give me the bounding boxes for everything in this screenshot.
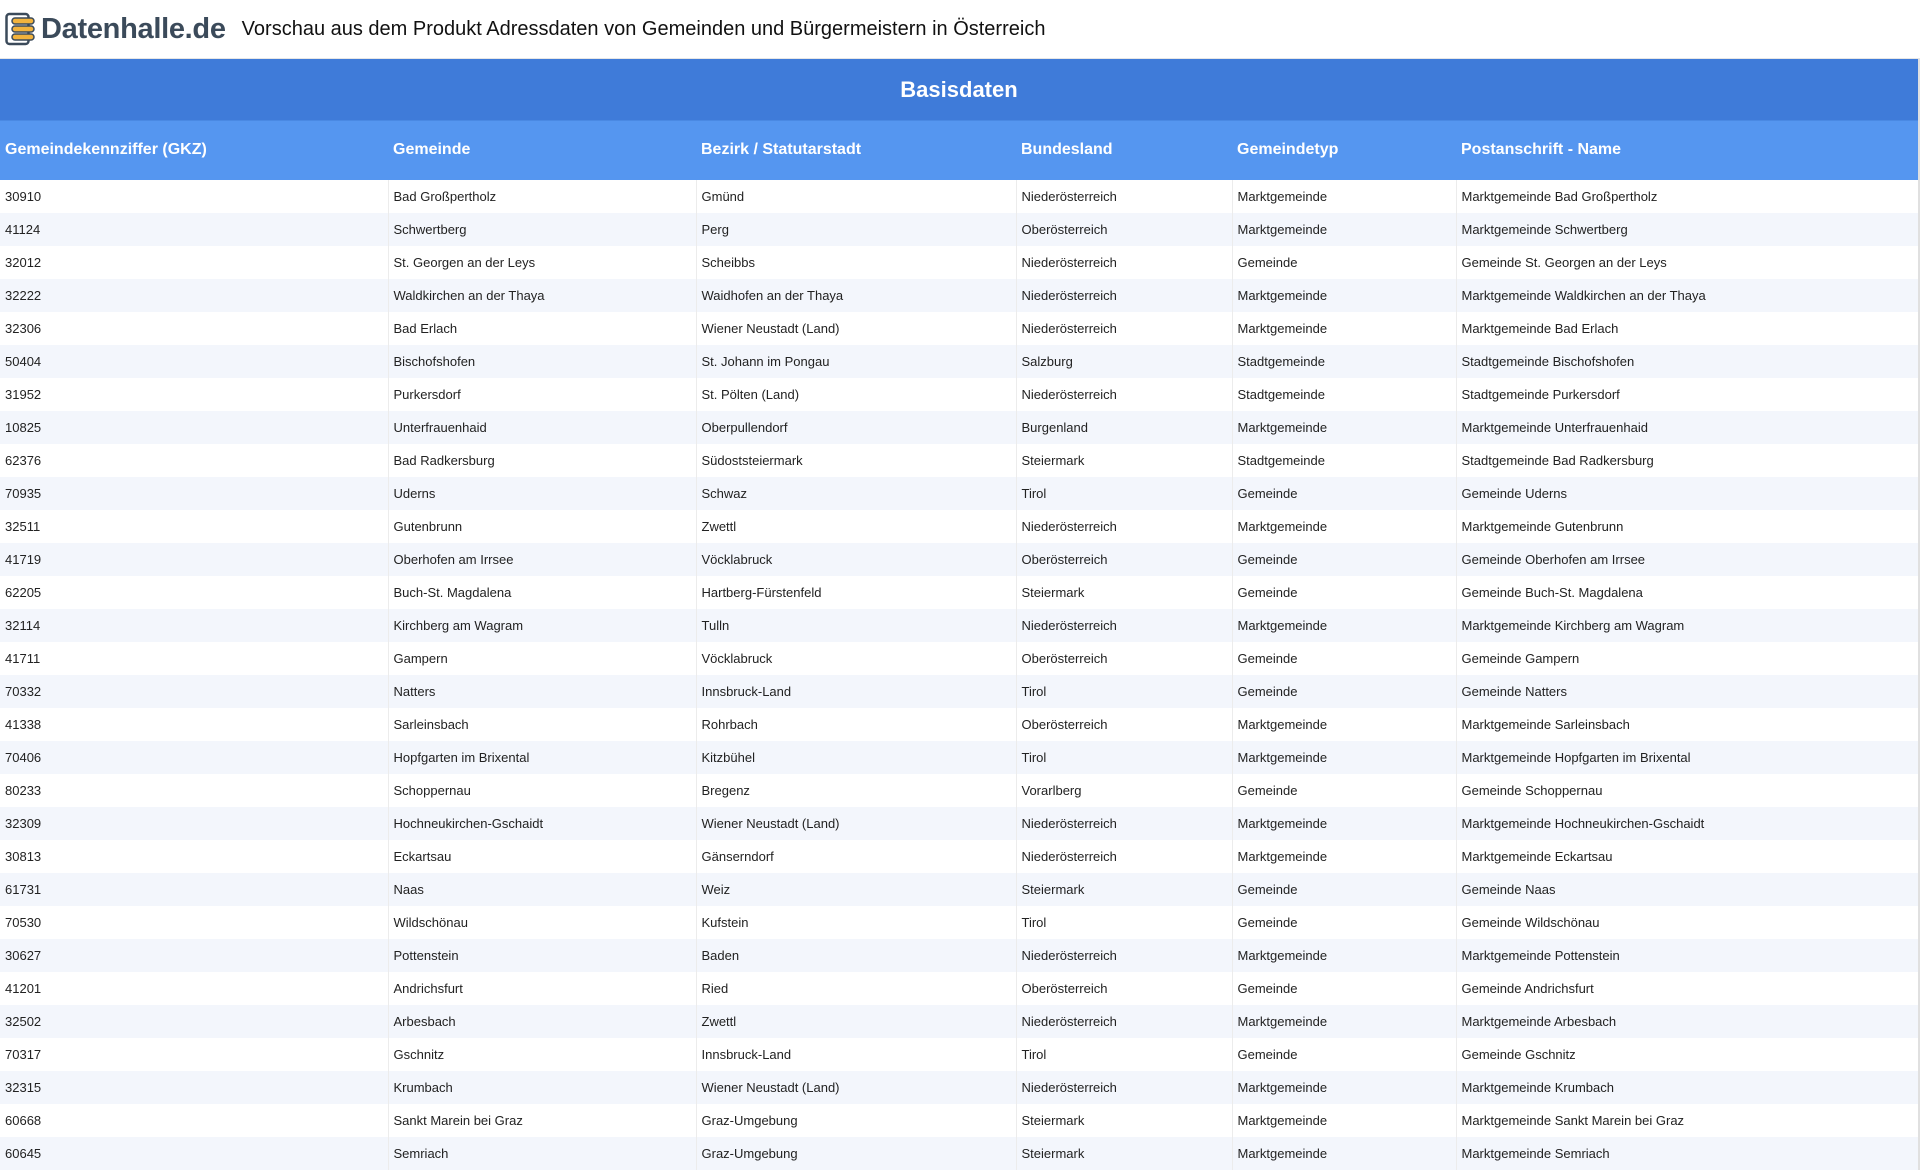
table-row	[0, 1104, 1918, 1137]
cell-postanschrift-name: Marktgemeinde Gutenbrunn	[1456, 510, 1918, 543]
cell-postanschrift-name: Marktgemeinde Semriach	[1456, 1137, 1918, 1170]
cell-postanschrift-name: Marktgemeinde Sankt Marein bei Graz	[1456, 1104, 1918, 1137]
table-row	[0, 1071, 1918, 1104]
content	[0, 59, 1920, 1170]
cell-bezirk: Gmünd	[696, 180, 1016, 213]
cell-bezirk: Kufstein	[696, 906, 1016, 939]
cell-bezirk: Vöcklabruck	[696, 642, 1016, 675]
cell-postanschrift-name: Marktgemeinde Bad Erlach	[1456, 312, 1918, 345]
table-row	[0, 642, 1918, 675]
cell-bundesland: Niederösterreich	[1016, 246, 1232, 279]
cell-gemeindetyp: Marktgemeinde	[1232, 213, 1456, 246]
table-row	[0, 675, 1918, 708]
cell-gemeindetyp: Marktgemeinde	[1232, 807, 1456, 840]
cell-bezirk: Baden	[696, 939, 1016, 972]
cell-gkz: 80233	[0, 774, 388, 807]
cell-gemeindetyp: Gemeinde	[1232, 906, 1456, 939]
table-row	[0, 708, 1918, 741]
cell-gemeinde: Natters	[388, 675, 696, 708]
cell-bundesland: Niederösterreich	[1016, 609, 1232, 642]
table-row	[0, 609, 1918, 642]
cell-gkz: 30910	[0, 180, 388, 213]
cell-bundesland: Tirol	[1016, 675, 1232, 708]
cell-gemeindetyp: Marktgemeinde	[1232, 1104, 1456, 1137]
cell-gemeinde: Bad Großpertholz	[388, 180, 696, 213]
database-icon	[5, 11, 37, 47]
table-row	[0, 411, 1918, 444]
cell-postanschrift-name: Gemeinde Schoppernau	[1456, 774, 1918, 807]
cell-gemeinde: Gutenbrunn	[388, 510, 696, 543]
cell-gkz: 70317	[0, 1038, 388, 1071]
table-row	[0, 576, 1918, 609]
cell-bezirk: Graz-Umgebung	[696, 1104, 1016, 1137]
cell-gemeindetyp: Marktgemeinde	[1232, 1137, 1456, 1170]
cell-bundesland: Niederösterreich	[1016, 279, 1232, 312]
cell-bezirk: Oberpullendorf	[696, 411, 1016, 444]
cell-bezirk: Schwaz	[696, 477, 1016, 510]
cell-gkz: 70406	[0, 741, 388, 774]
cell-gemeinde: Hopfgarten im Brixental	[388, 741, 696, 774]
cell-gemeinde: Uderns	[388, 477, 696, 510]
cell-gkz: 30813	[0, 840, 388, 873]
table-row	[0, 1038, 1918, 1071]
cell-postanschrift-name: Gemeinde Gampern	[1456, 642, 1918, 675]
cell-bundesland: Niederösterreich	[1016, 180, 1232, 213]
cell-bezirk: Waidhofen an der Thaya	[696, 279, 1016, 312]
cell-bundesland: Oberösterreich	[1016, 543, 1232, 576]
cell-postanschrift-name: Stadtgemeinde Bischofshofen	[1456, 345, 1918, 378]
table-row	[0, 906, 1918, 939]
cell-gemeinde: Unterfrauenhaid	[388, 411, 696, 444]
cell-bundesland: Salzburg	[1016, 345, 1232, 378]
cell-bezirk: Innsbruck-Land	[696, 1038, 1016, 1071]
cell-gkz: 50404	[0, 345, 388, 378]
cell-gemeinde: Oberhofen am Irrsee	[388, 543, 696, 576]
cell-bezirk: St. Pölten (Land)	[696, 378, 1016, 411]
cell-bundesland: Niederösterreich	[1016, 807, 1232, 840]
cell-bundesland: Burgenland	[1016, 411, 1232, 444]
cell-bundesland: Oberösterreich	[1016, 708, 1232, 741]
cell-bezirk: St. Johann im Pongau	[696, 345, 1016, 378]
table-row	[0, 180, 1918, 213]
cell-gemeinde: Purkersdorf	[388, 378, 696, 411]
cell-gkz: 60645	[0, 1137, 388, 1170]
cell-gemeindetyp: Marktgemeinde	[1232, 1005, 1456, 1038]
cell-gemeinde: Gampern	[388, 642, 696, 675]
cell-postanschrift-name: Gemeinde Naas	[1456, 873, 1918, 906]
cell-bundesland: Tirol	[1016, 1038, 1232, 1071]
cell-gemeindetyp: Stadtgemeinde	[1232, 345, 1456, 378]
cell-bezirk: Graz-Umgebung	[696, 1137, 1016, 1170]
cell-bezirk: Scheibbs	[696, 246, 1016, 279]
table-row	[0, 213, 1918, 246]
cell-postanschrift-name: Stadtgemeinde Bad Radkersburg	[1456, 444, 1918, 477]
cell-gemeindetyp: Gemeinde	[1232, 576, 1456, 609]
table-row	[0, 972, 1918, 1005]
cell-gkz: 70530	[0, 906, 388, 939]
cell-gemeindetyp: Marktgemeinde	[1232, 939, 1456, 972]
cell-gemeindetyp: Marktgemeinde	[1232, 609, 1456, 642]
table-row	[0, 312, 1918, 345]
cell-postanschrift-name: Marktgemeinde Sarleinsbach	[1456, 708, 1918, 741]
page-title: Vorschau aus dem Produkt Adressdaten von Gemeinden und Bürgermeistern in Österreich	[241, 17, 1046, 40]
cell-bundesland: Niederösterreich	[1016, 1005, 1232, 1038]
cell-postanschrift-name: Marktgemeinde Eckartsau	[1456, 840, 1918, 873]
cell-postanschrift-name: Marktgemeinde Schwertberg	[1456, 213, 1918, 246]
cell-gemeinde: Kirchberg am Wagram	[388, 609, 696, 642]
cell-postanschrift-name: Gemeinde St. Georgen an der Leys	[1456, 246, 1918, 279]
cell-postanschrift-name: Marktgemeinde Hochneukirchen-Gschaidt	[1456, 807, 1918, 840]
cell-postanschrift-name: Gemeinde Wildschönau	[1456, 906, 1918, 939]
cell-gemeindetyp: Marktgemeinde	[1232, 741, 1456, 774]
cell-postanschrift-name: Gemeinde Andrichsfurt	[1456, 972, 1918, 1005]
cell-gemeinde: Krumbach	[388, 1071, 696, 1104]
table-row	[0, 543, 1918, 576]
cell-postanschrift-name: Gemeinde Oberhofen am Irrsee	[1456, 543, 1918, 576]
cell-postanschrift-name: Marktgemeinde Waldkirchen an der Thaya	[1456, 279, 1918, 312]
cell-bundesland: Niederösterreich	[1016, 312, 1232, 345]
table-row	[0, 444, 1918, 477]
cell-gkz: 32315	[0, 1071, 388, 1104]
cell-postanschrift-name: Marktgemeinde Kirchberg am Wagram	[1456, 609, 1918, 642]
cell-bezirk: Bregenz	[696, 774, 1016, 807]
cell-postanschrift-name: Marktgemeinde Unterfrauenhaid	[1456, 411, 1918, 444]
cell-bundesland: Oberösterreich	[1016, 213, 1232, 246]
table-row	[0, 807, 1918, 840]
cell-bundesland: Tirol	[1016, 741, 1232, 774]
data-table	[0, 120, 1918, 1170]
cell-bezirk: Wiener Neustadt (Land)	[696, 807, 1016, 840]
cell-gkz: 32222	[0, 279, 388, 312]
cell-gemeinde: Eckartsau	[388, 840, 696, 873]
cell-gemeindetyp: Marktgemeinde	[1232, 312, 1456, 345]
cell-gemeinde: Bad Erlach	[388, 312, 696, 345]
cell-postanschrift-name: Gemeinde Natters	[1456, 675, 1918, 708]
cell-gkz: 41711	[0, 642, 388, 675]
cell-gemeinde: Bischofshofen	[388, 345, 696, 378]
cell-postanschrift-name: Marktgemeinde Bad Großpertholz	[1456, 180, 1918, 213]
cell-bundesland: Niederösterreich	[1016, 1071, 1232, 1104]
cell-bundesland: Steiermark	[1016, 444, 1232, 477]
logo-text: Datenhalle.de	[41, 12, 226, 45]
table-row	[0, 873, 1918, 906]
table-body	[0, 180, 1918, 1170]
cell-gemeindetyp: Gemeinde	[1232, 873, 1456, 906]
cell-bezirk: Weiz	[696, 873, 1016, 906]
table-row	[0, 1005, 1918, 1038]
cell-gkz: 32114	[0, 609, 388, 642]
cell-gemeinde: St. Georgen an der Leys	[388, 246, 696, 279]
cell-gemeinde: Buch-St. Magdalena	[388, 576, 696, 609]
cell-gemeinde: Schwertberg	[388, 213, 696, 246]
cell-gemeindetyp: Gemeinde	[1232, 972, 1456, 1005]
cell-bundesland: Oberösterreich	[1016, 972, 1232, 1005]
cell-gemeindetyp: Marktgemeinde	[1232, 840, 1456, 873]
cell-gemeinde: Naas	[388, 873, 696, 906]
section-title: Basisdaten	[900, 76, 1018, 102]
cell-gemeindetyp: Gemeinde	[1232, 246, 1456, 279]
table-row	[0, 1137, 1918, 1170]
cell-bundesland: Tirol	[1016, 906, 1232, 939]
column-header-bezirk: Bezirk / Statutarstadt	[696, 121, 1016, 180]
cell-gkz: 41719	[0, 543, 388, 576]
cell-gkz: 70332	[0, 675, 388, 708]
cell-gemeindetyp: Gemeinde	[1232, 774, 1456, 807]
column-header-gkz: Gemeindekennziffer (GKZ)	[0, 121, 388, 180]
cell-gemeinde: Waldkirchen an der Thaya	[388, 279, 696, 312]
cell-bezirk: Perg	[696, 213, 1016, 246]
cell-bundesland: Tirol	[1016, 477, 1232, 510]
table-row	[0, 378, 1918, 411]
cell-bezirk: Gänserndorf	[696, 840, 1016, 873]
cell-postanschrift-name: Stadtgemeinde Purkersdorf	[1456, 378, 1918, 411]
cell-bezirk: Wiener Neustadt (Land)	[696, 312, 1016, 345]
table-row	[0, 939, 1918, 972]
cell-bundesland: Steiermark	[1016, 576, 1232, 609]
cell-gkz: 32306	[0, 312, 388, 345]
cell-gemeindetyp: Gemeinde	[1232, 477, 1456, 510]
cell-gemeindetyp: Gemeinde	[1232, 543, 1456, 576]
cell-postanschrift-name: Marktgemeinde Hopfgarten im Brixental	[1456, 741, 1918, 774]
cell-bezirk: Hartberg-Fürstenfeld	[696, 576, 1016, 609]
cell-bundesland: Steiermark	[1016, 873, 1232, 906]
table-row	[0, 774, 1918, 807]
cell-bezirk: Wiener Neustadt (Land)	[696, 1071, 1016, 1104]
cell-gemeindetyp: Gemeinde	[1232, 1038, 1456, 1071]
cell-gemeindetyp: Gemeinde	[1232, 675, 1456, 708]
cell-gkz: 32309	[0, 807, 388, 840]
cell-gemeinde: Bad Radkersburg	[388, 444, 696, 477]
cell-gemeindetyp: Marktgemeinde	[1232, 411, 1456, 444]
table-row	[0, 279, 1918, 312]
table-row	[0, 741, 1918, 774]
cell-gkz: 30627	[0, 939, 388, 972]
cell-gemeinde: Hochneukirchen-Gschaidt	[388, 807, 696, 840]
cell-gemeinde: Sankt Marein bei Graz	[388, 1104, 696, 1137]
cell-gemeinde: Wildschönau	[388, 906, 696, 939]
column-header-bundesland: Bundesland	[1016, 121, 1232, 180]
cell-bezirk: Vöcklabruck	[696, 543, 1016, 576]
cell-gemeinde: Sarleinsbach	[388, 708, 696, 741]
cell-gemeindetyp: Gemeinde	[1232, 642, 1456, 675]
cell-gkz: 31952	[0, 378, 388, 411]
table-row	[0, 477, 1918, 510]
cell-bundesland: Steiermark	[1016, 1137, 1232, 1170]
cell-postanschrift-name: Gemeinde Uderns	[1456, 477, 1918, 510]
cell-bundesland: Niederösterreich	[1016, 510, 1232, 543]
cell-bundesland: Niederösterreich	[1016, 378, 1232, 411]
column-header-gemeindetyp: Gemeindetyp	[1232, 121, 1456, 180]
cell-gkz: 60668	[0, 1104, 388, 1137]
cell-gemeinde: Arbesbach	[388, 1005, 696, 1038]
cell-gemeindetyp: Marktgemeinde	[1232, 279, 1456, 312]
cell-gkz: 32511	[0, 510, 388, 543]
section-title-bar	[0, 59, 1918, 120]
cell-gkz: 10825	[0, 411, 388, 444]
cell-bezirk: Südoststeiermark	[696, 444, 1016, 477]
cell-gemeinde: Pottenstein	[388, 939, 696, 972]
cell-bundesland: Steiermark	[1016, 1104, 1232, 1137]
cell-bezirk: Kitzbühel	[696, 741, 1016, 774]
cell-gemeindetyp: Stadtgemeinde	[1232, 444, 1456, 477]
cell-gemeindetyp: Marktgemeinde	[1232, 1071, 1456, 1104]
cell-gemeinde: Andrichsfurt	[388, 972, 696, 1005]
cell-bundesland: Vorarlberg	[1016, 774, 1232, 807]
cell-bezirk: Tulln	[696, 609, 1016, 642]
cell-gkz: 41124	[0, 213, 388, 246]
cell-gkz: 32012	[0, 246, 388, 279]
cell-bezirk: Zwettl	[696, 510, 1016, 543]
cell-bundesland: Niederösterreich	[1016, 939, 1232, 972]
cell-gemeinde: Gschnitz	[388, 1038, 696, 1071]
top-bar	[0, 0, 1920, 59]
cell-gemeindetyp: Marktgemeinde	[1232, 510, 1456, 543]
cell-bezirk: Rohrbach	[696, 708, 1016, 741]
cell-gkz: 61731	[0, 873, 388, 906]
cell-bundesland: Oberösterreich	[1016, 642, 1232, 675]
cell-gkz: 62205	[0, 576, 388, 609]
table-row	[0, 246, 1918, 279]
cell-gkz: 70935	[0, 477, 388, 510]
table-row	[0, 840, 1918, 873]
cell-gkz: 41201	[0, 972, 388, 1005]
cell-postanschrift-name: Marktgemeinde Arbesbach	[1456, 1005, 1918, 1038]
cell-gemeinde: Semriach	[388, 1137, 696, 1170]
cell-gemeinde: Schoppernau	[388, 774, 696, 807]
logo[interactable]	[5, 9, 226, 49]
cell-bundesland: Niederösterreich	[1016, 840, 1232, 873]
table-header-row	[0, 121, 1918, 180]
cell-bezirk: Ried	[696, 972, 1016, 1005]
cell-postanschrift-name: Gemeinde Buch-St. Magdalena	[1456, 576, 1918, 609]
cell-bezirk: Innsbruck-Land	[696, 675, 1016, 708]
column-header-gemeinde: Gemeinde	[388, 121, 696, 180]
cell-gemeindetyp: Marktgemeinde	[1232, 708, 1456, 741]
cell-postanschrift-name: Gemeinde Gschnitz	[1456, 1038, 1918, 1071]
column-header-postanschrift-name: Postanschrift - Name	[1456, 121, 1918, 180]
cell-gkz: 62376	[0, 444, 388, 477]
table-row	[0, 510, 1918, 543]
table-row	[0, 345, 1918, 378]
cell-postanschrift-name: Marktgemeinde Pottenstein	[1456, 939, 1918, 972]
cell-postanschrift-name: Marktgemeinde Krumbach	[1456, 1071, 1918, 1104]
cell-gkz: 32502	[0, 1005, 388, 1038]
content-scroll-area[interactable]	[0, 59, 1920, 1170]
cell-gemeindetyp: Marktgemeinde	[1232, 180, 1456, 213]
cell-gkz: 41338	[0, 708, 388, 741]
cell-gemeindetyp: Stadtgemeinde	[1232, 378, 1456, 411]
cell-bezirk: Zwettl	[696, 1005, 1016, 1038]
